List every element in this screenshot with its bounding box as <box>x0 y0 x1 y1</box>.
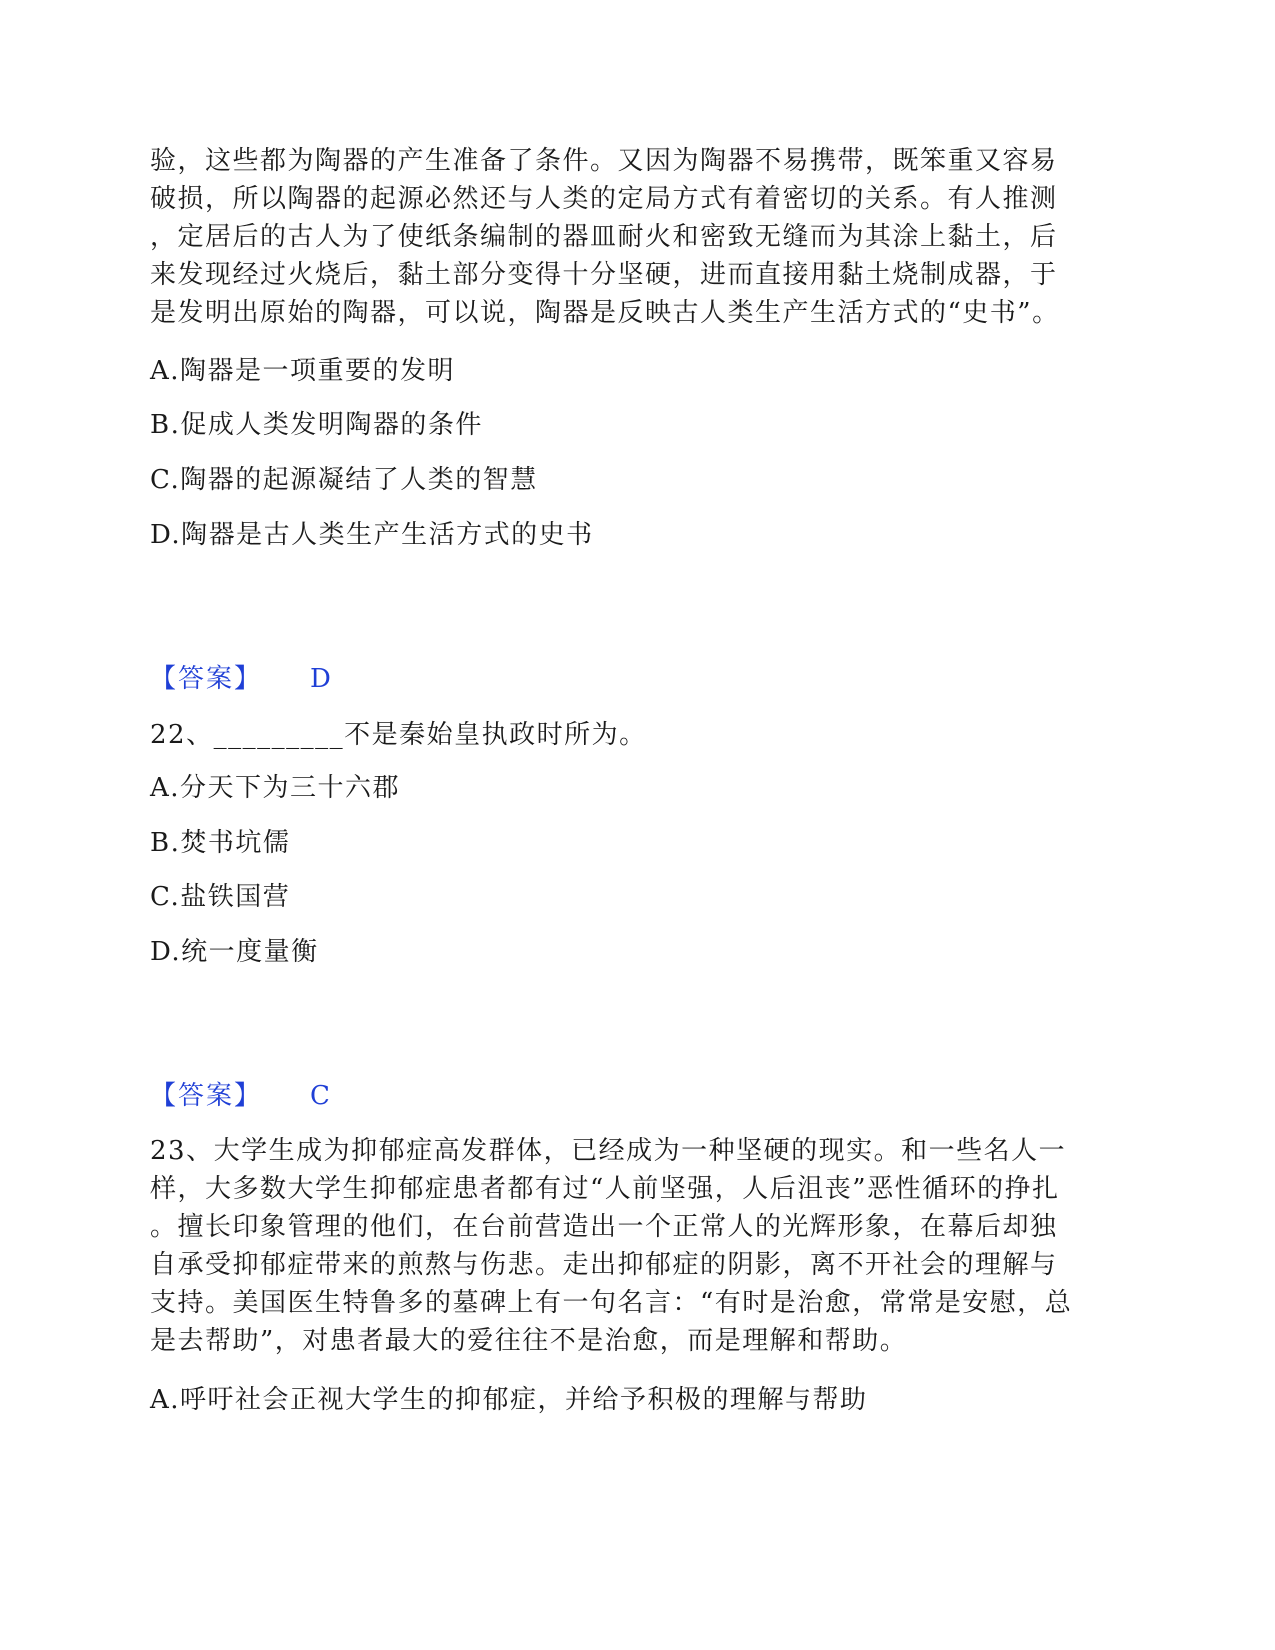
q22-stem: 22、_________不是秦始皇执政时所为。 <box>150 720 647 750</box>
q21-passage-line: 验，这些都为陶器的产生准备了条件。又因为陶器不易携带，既笨重又容易 <box>150 146 1058 176</box>
answer-value: C <box>310 1081 330 1111</box>
q22-option-b: B.焚书坑儒 <box>150 828 291 858</box>
q21-answer <box>150 660 331 698</box>
q23-option-a: A.呼吁社会正视大学生的抑郁症，并给予积极的理解与帮助 <box>150 1385 868 1415</box>
q21-passage-line: ，定居后的古人为了使纸条编制的器皿耐火和密致无缝而为其涂上黏土，后 <box>150 222 1058 252</box>
q21-passage-line: 来发现经过火烧后，黏土部分变得十分坚硬，进而直接用黏土烧制成器，于 <box>150 260 1058 290</box>
q21-option-a: A.陶器是一项重要的发明 <box>150 356 456 386</box>
q23-stem-line: 支持。美国医生特鲁多的墓碑上有一句名言：“有时是治愈，常常是安慰，总 <box>150 1288 1073 1318</box>
q22-option-a: A.分天下为三十六郡 <box>150 773 401 803</box>
q23-stem-line: 是去帮助”，对患者最大的爱往往不是治愈，而是理解和帮助。 <box>150 1326 908 1356</box>
q23-stem-line: 23、大学生成为抑郁症高发群体，已经成为一种坚硬的现实。和一些名人一 <box>150 1136 1067 1166</box>
q21-passage-line: 破损，所以陶器的起源必然还与人类的定局方式有着密切的关系。有人推测 <box>150 184 1058 214</box>
q22-option-c: C.盐铁国营 <box>150 882 291 912</box>
q23-stem-line: 样，大多数大学生抑郁症患者都有过“人前坚强，人后沮丧”恶性循环的挣扎 <box>150 1174 1060 1204</box>
q23-stem-line: 自承受抑郁症带来的煎熬与伤悲。走出抑郁症的阴影，离不开社会的理解与 <box>150 1250 1058 1280</box>
q22-option-d: D.统一度量衡 <box>150 937 319 967</box>
answer-value: D <box>310 664 331 694</box>
answer-tag: 【答案】 <box>150 664 263 694</box>
q23-stem-line: 。擅长印象管理的他们，在台前营造出一个正常人的光辉形象，在幕后却独 <box>150 1212 1058 1242</box>
answer-tag: 【答案】 <box>150 1081 263 1111</box>
q21-option-d: D.陶器是古人类生产生活方式的史书 <box>150 520 594 550</box>
q21-passage-line: 是发明出原始的陶器，可以说，陶器是反映古人类生产生活方式的“史书”。 <box>150 298 1060 328</box>
q21-option-c: C.陶器的起源凝结了人类的智慧 <box>150 465 538 495</box>
q21-option-b: B.促成人类发明陶器的条件 <box>150 410 483 440</box>
q22-answer <box>150 1077 330 1115</box>
